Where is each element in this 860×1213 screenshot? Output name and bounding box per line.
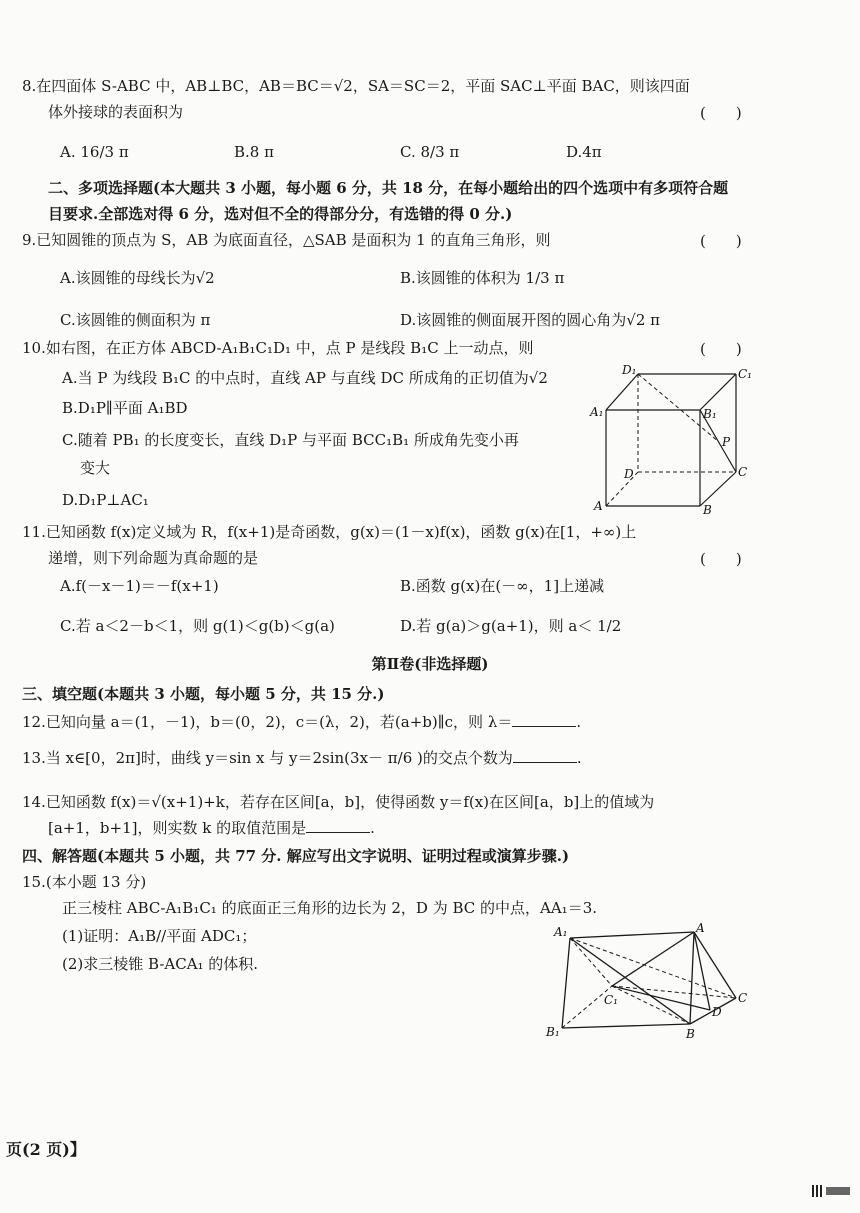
section4-heading: 四、解答题(本题共 5 小题，共 77 分. 解应写出文字说明、证明过程或演算步骤.): [22, 847, 570, 865]
prism-label-d: D: [712, 1005, 722, 1019]
q11-option-b: B.函数 g(x)在(－∞，1]上递减: [400, 577, 605, 595]
cube-figure: [588, 362, 756, 518]
q10-option-c-line1: C.随着 PB₁ 的长度变长，直线 D₁P 与平面 BCC₁B₁ 所成角先变小再: [62, 431, 519, 449]
q8-option-b: B.8 π: [234, 143, 274, 161]
q12: [22, 712, 581, 732]
q9-option-d: D.该圆锥的侧面展开图的圆心角为√2 π: [400, 311, 660, 329]
prism-label-b1: B₁: [546, 1025, 560, 1039]
section2-heading-line2: 目要求.全部选对得 6 分，选对但不全的得部分分，有选错的得 0 分.): [48, 205, 513, 223]
cube-label-p: P: [722, 435, 731, 449]
q10-option-a: A.当 P 为线段 B₁C 的中点时，直线 AP 与直线 DC 所成角的正切值为√2: [62, 369, 548, 387]
q8-option-c: C. 8/3 π: [400, 143, 460, 161]
prism-label-c1: C₁: [604, 993, 618, 1007]
q13: [22, 748, 582, 768]
q8-paren: ( ): [700, 104, 742, 122]
q9-stem: 9.已知圆锥的顶点为 S，AB 为底面直径，△SAB 是面积为 1 的直角三角形，则: [22, 231, 551, 249]
q13-end: .: [576, 749, 582, 767]
cube-label-d1: D₁: [622, 363, 637, 377]
page-footer: 页(2 页)】: [6, 1140, 86, 1159]
q14-line1: 14.已知函数 f(x)＝√(x+1)+k，若存在区间[a，b]，使得函数 y＝f(x)在区间[a，b]上的值域为: [22, 793, 655, 811]
prism-figure: [540, 920, 754, 1044]
cube-label-a: A: [594, 499, 603, 513]
q9-option-a: A.该圆锥的母线长为√2: [60, 269, 215, 287]
q14-line2: [48, 818, 375, 838]
q10-option-b: B.D₁P∥平面 A₁BD: [62, 399, 188, 417]
q9-option-c: C.该圆锥的侧面积为 π: [60, 311, 211, 329]
q11-option-d: D.若 g(a)＞g(a+1)，则 a＜ 1/2: [400, 617, 622, 635]
q15-part1: (1)证明：A₁B//平面 ADC₁；: [62, 927, 257, 945]
q8-option-d: D.4π: [566, 143, 602, 161]
prism-label-b: B: [686, 1027, 695, 1041]
q14-answer-blank[interactable]: [306, 818, 370, 833]
q11-line1: 11.已知函数 f(x)定义域为 R，f(x+1)是奇函数，g(x)＝(1－x)f(x)，函数 g(x)在[1，+∞)上: [22, 523, 637, 541]
q11-line2: 递增，则下列命题为真命题的是: [48, 549, 259, 567]
cube-label-d: D: [624, 467, 634, 481]
q11-paren: ( ): [700, 550, 742, 568]
q13-answer-blank[interactable]: [513, 748, 577, 763]
q8-line1: 8.在四面体 S-ABC 中，AB⊥BC，AB＝BC＝√2，SA＝SC＝2，平面 SAC⊥平面 BAC，则该四面: [22, 77, 690, 95]
cube-label-a1: A₁: [590, 405, 604, 419]
q12-answer-blank[interactable]: [512, 712, 576, 727]
section2-heading-line1: 二、多项选择题(本大题共 3 小题，每小题 6 分，共 18 分，在每小题给出的四个选项中有多项符合题: [48, 179, 729, 197]
q14-line2-text: [a+1，b+1]，则实数 k 的取值范围是: [48, 819, 307, 837]
cube-label-c1: C₁: [738, 367, 752, 381]
cube-label-b1: B₁: [703, 407, 717, 421]
q13-text: 13.当 x∈[0，2π]时，曲线 y＝sin x 与 y＝2sin(3x－ π/6 )的交点个数为: [22, 749, 513, 767]
cube-label-b: B: [703, 503, 712, 517]
cube-label-c: C: [738, 465, 748, 479]
q10-option-c-line2: 变大: [80, 459, 111, 477]
part2-title: 第Ⅱ卷(非选择题): [371, 655, 489, 673]
q8-line2: 体外接球的表面积为: [48, 103, 184, 121]
prism-label-a: A: [696, 921, 705, 935]
q15-part2: (2)求三棱锥 B-ACA₁ 的体积.: [62, 955, 259, 973]
q12-text: 12.已知向量 a＝(1，－1)，b＝(0，2)，c＝(λ，2)，若(a+b)∥c，则 λ＝: [22, 713, 513, 731]
q14-end: .: [370, 819, 375, 837]
q15-stem: 正三棱柱 ABC-A₁B₁C₁ 的底面正三角形的边长为 2，D 为 BC 的中点，AA₁＝3.: [62, 899, 597, 917]
q9-paren: ( ): [700, 232, 742, 250]
q10-option-d: D.D₁P⊥AC₁: [62, 491, 149, 509]
q11-option-c: C.若 a＜2－b＜1，则 g(1)＜g(b)＜g(a): [60, 617, 335, 635]
prism-label-a1: A₁: [554, 925, 568, 939]
prism-label-c: C: [738, 991, 748, 1005]
q15-head: 15.(本小题 13 分): [22, 873, 147, 891]
section3-heading: 三、填空题(本题共 3 小题，每小题 5 分，共 15 分.): [22, 685, 385, 703]
q8-option-a: A. 16/3 π: [60, 143, 129, 161]
q11-option-a: A.f(－x－1)＝－f(x+1): [60, 577, 219, 595]
q10-paren: ( ): [700, 340, 742, 358]
q9-option-b: B.该圆锥的体积为 1/3 π: [400, 269, 565, 287]
q10-stem: 10.如右图，在正方体 ABCD-A₁B₁C₁D₁ 中，点 P 是线段 B₁C 上一动点，则: [22, 339, 534, 357]
watermark-qr-icon: [812, 1185, 852, 1199]
q12-end: .: [576, 713, 582, 731]
